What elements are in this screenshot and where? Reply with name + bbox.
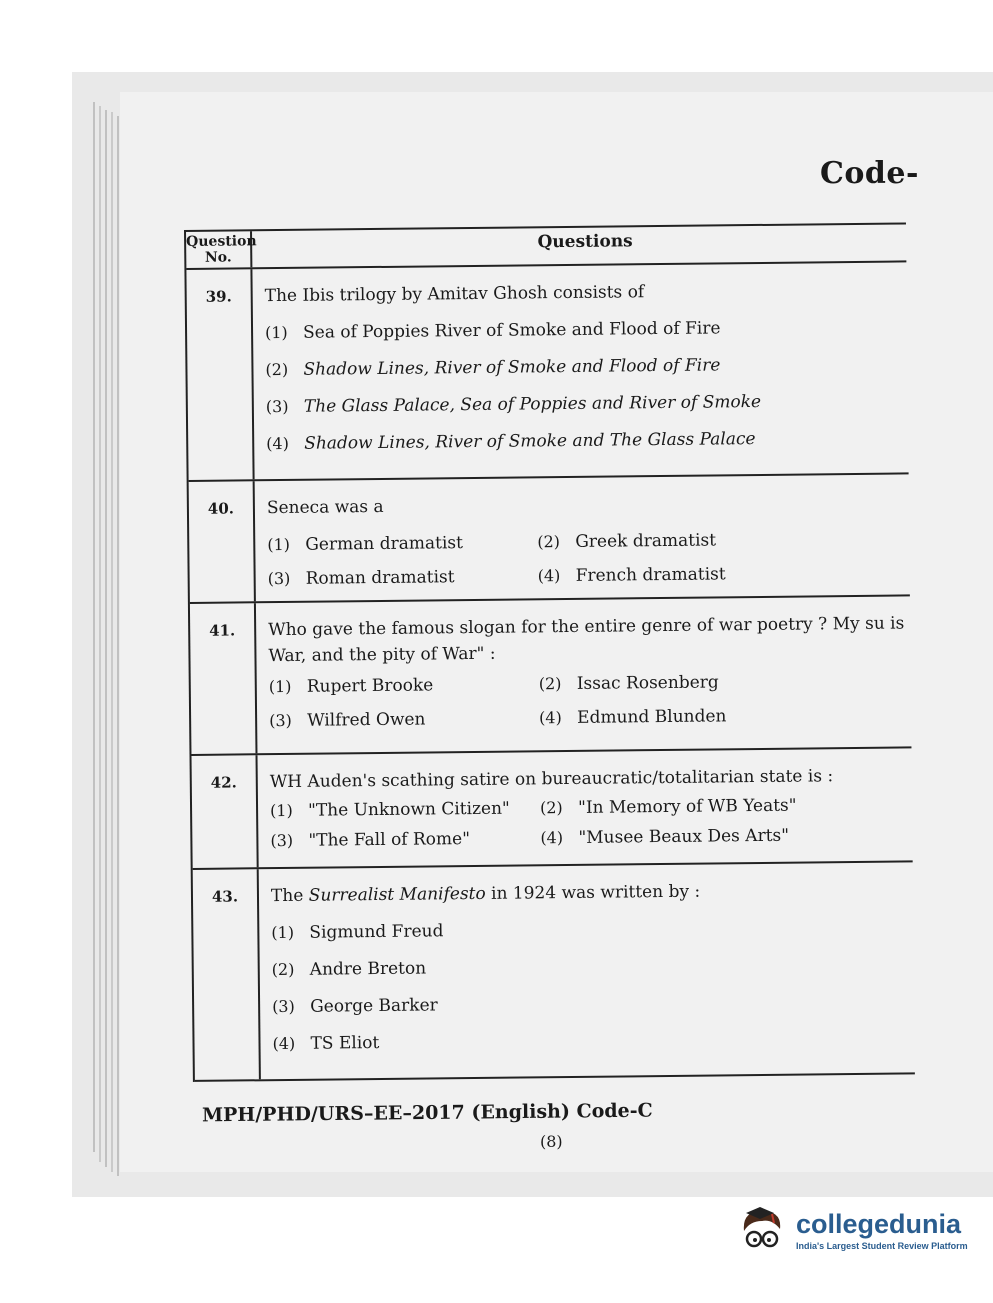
option-grid xyxy=(270,794,912,851)
option-number: (2) xyxy=(537,532,561,552)
option-text: Andre Breton xyxy=(309,958,427,980)
option xyxy=(540,796,800,819)
question-row xyxy=(186,262,908,482)
option xyxy=(538,564,798,587)
question-body xyxy=(255,474,910,601)
column-header-questions: Questions xyxy=(537,231,633,253)
option-text: George Barker xyxy=(310,995,438,1017)
option-number: (2) xyxy=(265,359,289,380)
question-number: 41. xyxy=(190,603,258,754)
footer-exam-code: MPH/PHD/URS–EE–2017 (English) Code-C xyxy=(201,1099,653,1127)
option-text: French dramatist xyxy=(575,564,726,586)
exam-page xyxy=(120,92,993,1172)
option-number: (4) xyxy=(266,433,290,454)
option-text: "Musee Beaux Des Arts" xyxy=(578,825,790,848)
question-number: 42. xyxy=(192,755,259,868)
option-text: Shadow Lines, River of Smoke and The Glass Palace xyxy=(304,429,756,454)
option-text: Greek dramatist xyxy=(575,530,717,552)
option-text: Rupert Brooke xyxy=(306,675,434,697)
option-grid xyxy=(267,528,910,589)
option-text: Wilfred Owen xyxy=(307,709,426,731)
option xyxy=(272,1027,914,1054)
option-number: (1) xyxy=(269,800,293,821)
option-grid xyxy=(269,670,912,731)
code-heading: Code- xyxy=(820,156,919,191)
mascot-icon xyxy=(738,1205,788,1255)
stem-prefix: The xyxy=(270,885,309,907)
option-text: "The Fall of Rome" xyxy=(308,829,471,851)
option xyxy=(272,990,914,1017)
option xyxy=(540,826,800,849)
question-body xyxy=(256,596,912,753)
question-row xyxy=(190,596,912,756)
option-text: TS Eliot xyxy=(310,1033,380,1054)
brand-tagline: India's Largest Student Review Platform xyxy=(796,1241,968,1251)
question-row xyxy=(192,748,913,870)
stem-suffix: in 1924 was written by : xyxy=(485,881,701,904)
option-number: (1) xyxy=(267,534,291,555)
option-text: "In Memory of WB Yeats" xyxy=(577,795,797,818)
option-number: (2) xyxy=(538,674,562,694)
option xyxy=(270,828,540,851)
question-stem xyxy=(271,876,913,909)
option xyxy=(266,390,908,417)
option-text: Sea of Poppies River of Smoke and Flood of Fire xyxy=(302,318,721,343)
option-number: (3) xyxy=(270,830,294,851)
question-number: 39. xyxy=(186,269,254,480)
option xyxy=(272,953,914,980)
option-number: (1) xyxy=(271,922,295,943)
brand-name: collegedunia xyxy=(796,1209,962,1239)
page-number: (8) xyxy=(540,1132,563,1151)
option xyxy=(265,316,907,343)
option-number: (3) xyxy=(272,996,295,1017)
question-row xyxy=(193,862,915,1082)
option-number: (4) xyxy=(537,566,561,586)
collegedunia-logo xyxy=(738,1200,968,1260)
option xyxy=(271,916,913,943)
question-stem: The Ibis trilogy by Amitav Ghosh consists of xyxy=(264,282,645,307)
option xyxy=(539,672,799,695)
option xyxy=(269,674,539,697)
option-number: (2) xyxy=(539,798,563,818)
question-number: 43. xyxy=(193,869,261,1080)
option-text: Issac Rosenberg xyxy=(576,672,719,694)
option-text: Sigmund Freud xyxy=(309,921,444,943)
option xyxy=(268,566,538,589)
option-number: (4) xyxy=(540,828,564,848)
scanned-page xyxy=(72,72,993,1197)
option-text: Roman dramatist xyxy=(305,567,455,589)
option-text: "The Unknown Citizen" xyxy=(307,798,510,821)
option-number: (4) xyxy=(539,708,562,728)
option xyxy=(539,706,799,729)
question-stem: Who gave the famous slogan for the entire genre of war poetry ? My su is War, and the pity of War" : xyxy=(268,613,905,667)
option xyxy=(269,708,539,731)
question-stem: Seneca was a xyxy=(266,496,384,519)
option-number: (3) xyxy=(265,396,289,417)
logo-text xyxy=(796,1209,968,1251)
option-number: (3) xyxy=(267,568,291,589)
option xyxy=(537,530,797,553)
option xyxy=(267,532,537,555)
option-text: German dramatist xyxy=(305,533,464,555)
option xyxy=(265,353,907,380)
column-header-no: Question No. xyxy=(186,231,252,268)
option xyxy=(266,427,908,454)
question-stem: WH Auden's scathing satire on bureaucratic/totalitarian state is : xyxy=(269,766,834,793)
option-number: (1) xyxy=(264,322,288,343)
question-body xyxy=(252,262,908,479)
question-body xyxy=(258,748,913,867)
question-body xyxy=(259,862,915,1079)
stem-title: Surrealist Manifesto xyxy=(308,883,486,906)
option-number: (3) xyxy=(269,710,292,731)
option xyxy=(270,798,540,821)
option-text: Shadow Lines, River of Smoke and Flood of Fire xyxy=(303,355,721,380)
option-text: Edmund Blunden xyxy=(577,706,727,728)
option-text: The Glass Palace, Sea of Poppies and River of Smoke xyxy=(303,391,762,417)
question-row xyxy=(189,474,910,604)
option-number: (1) xyxy=(268,676,292,697)
option-number: (4) xyxy=(272,1033,296,1054)
question-number: 40. xyxy=(189,481,256,602)
option-number: (2) xyxy=(271,959,295,980)
question-table xyxy=(184,222,915,1082)
